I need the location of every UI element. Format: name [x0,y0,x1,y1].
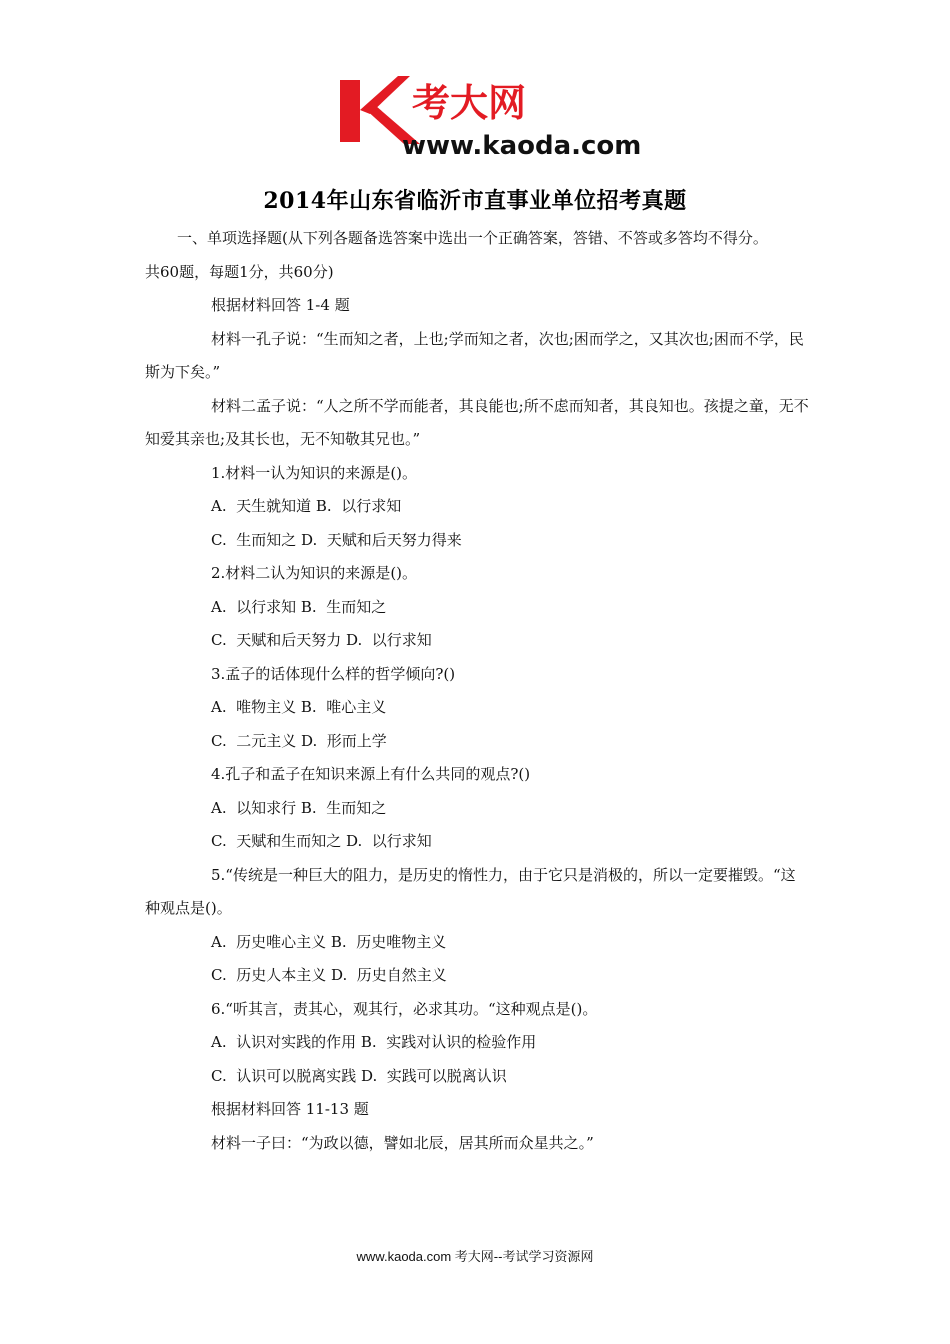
question-4-options-cd: C. 天赋和生而知之 D. 以行求知 [211,832,432,850]
page-title: 2014年山东省临沂市直事业单位招考真题 [263,188,687,214]
kaoda-logo[interactable] [340,72,660,162]
question-1-options-ab: A. 天生就知道 B. 以行求知 [211,497,402,515]
question-4-options-ab: A. 以知求行 B. 生而知之 [211,798,387,817]
question-4: 4.孔子和孟子在知识来源上有什么共同的观点?() [211,765,531,783]
question-6: 6.“听其言，责其心，观其行，必求其功。“这种观点是()。 [211,999,598,1018]
question-2: 2.材料二认为知识的来源是()。 [211,564,418,582]
question-3-options-cd: C. 二元主义 D. 形而上学 [211,731,387,750]
section-heading-1: 根据材料回答 1-4 题 [211,296,350,314]
material-3: 材料一子曰：“为政以德，譬如北辰，居其所而众星共之。” [211,1133,594,1152]
question-5-options-ab: A. 历史唯心主义 B. 历史唯物主义 [211,932,447,951]
intro-line-2: 共60题，每题1分，共60分) [145,262,334,281]
question-1: 1.材料一认为知识的来源是()。 [211,463,418,482]
section-heading-2: 根据材料回答 11-13 题 [211,1100,369,1118]
material-2: 材料二孟子说：“人之所不学而能者，其良能也;所不虑而知者，其良知也。孩提之童，无不知爱其亲也;及其长也，无不知敬其兄也。” [145,396,809,448]
question-5: 5.“传统是一种巨大的阻力，是历史的惰性力，由于它只是消极的，所以一定要摧毁。“这种观点是()。 [145,865,796,917]
question-1-options-cd: C. 生而知之 D. 天赋和后天努力得来 [211,530,462,549]
exam-body [145,222,810,1160]
question-2-options-cd: C. 天赋和后天努力 D. 以行求知 [211,631,432,649]
kaoda-logo-graphic [340,72,660,162]
intro-line-1: 一、单项选择题(从下列各题备选答案中选出一个正确答案，答错、不答或多答均不得分。 [177,229,768,247]
question-3-options-ab: A. 唯物主义 B. 唯心主义 [211,698,387,716]
question-6-options-ab: A. 认识对实践的作用 B. 实践对认识的检验作用 [211,1033,537,1051]
page-footer: www.kaoda.com 考大网--考试学习资源网 [356,1249,594,1264]
question-2-options-ab: A. 以行求知 B. 生而知之 [211,597,387,616]
material-1: 材料一孔子说：“生而知之者，上也;学而知之者，次也;困而学之，又其次也;困而不学，民斯为下矣。” [145,329,804,381]
logo-url-text: www.kaoda.com [402,131,642,161]
question-6-options-cd: C. 认识可以脱离实践 D. 实践可以脱离认识 [211,1066,507,1085]
question-5-options-cd: C. 历史人本主义 D. 历史自然主义 [211,966,447,984]
question-3: 3.孟子的话体现什么样的哲学倾向?() [211,664,456,683]
logo-cn-text: 考大网 [412,81,527,125]
